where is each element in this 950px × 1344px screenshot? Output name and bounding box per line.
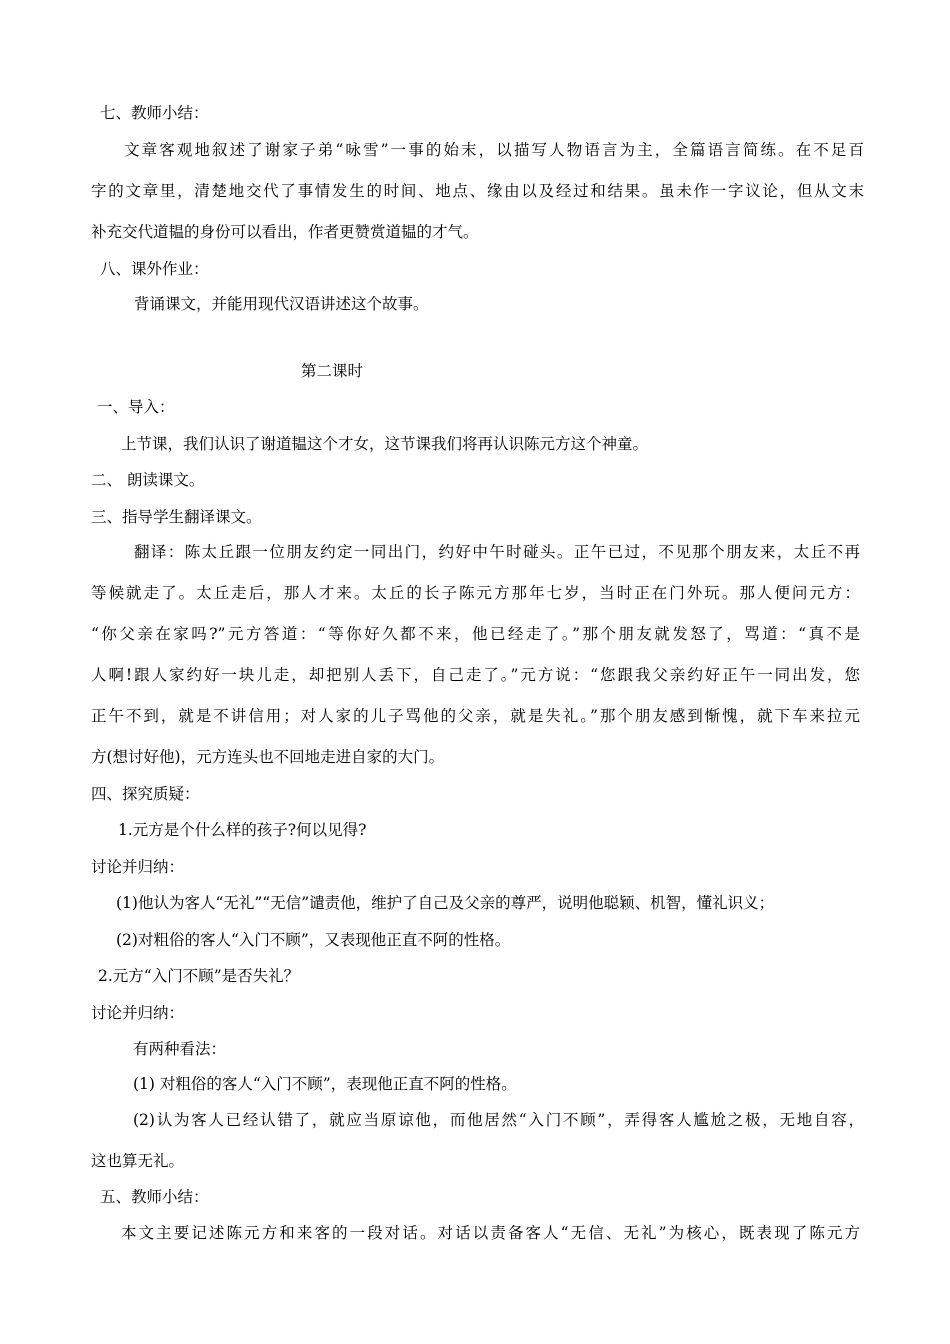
question-2: 2.元方“入门不顾”是否失礼？ (98, 967, 300, 985)
view-2-line-1: (2)认为客人已经认错了，就应当原谅他，而他居然“入门不顾”，弄得客人尴尬之极，无地自容， (133, 1111, 864, 1129)
section-8-text: 背诵课文，并能用现代汉语讲述这个故事。 (134, 295, 429, 313)
section-7-paragraph-line-3: 补充交代道韫的身份可以看出，作者更赞赏道韫的才气。 (91, 223, 479, 241)
lesson-2-section-3-heading: 三、指导学生翻译课文。 (91, 508, 262, 526)
section-7-paragraph-line-2: 字的文章里，清楚地交代了事情发生的时间、地点、缘由以及经过和结果。虽未作一字议论，但从文末 (91, 182, 864, 200)
section-8-heading: 八、课外作业： (100, 260, 209, 278)
translation-line-2: 等候就走了。太丘走后，那人才来。太丘的长子陈元方那年七岁，当时正在门外玩。那人便问元方： (91, 584, 860, 602)
discussion-label-2: 讨论并归纳： (91, 1004, 185, 1022)
translation-line-1: 翻译：陈太丘跟一位朋友约定一同出门，约好中午时碰头。正午已过，不见那个朋友来，太丘不再 (134, 543, 860, 561)
question-1: 1.元方是个什么样的孩子?何以见得? (118, 821, 367, 839)
lesson-2-section-1-heading: 一、导入： (97, 398, 175, 416)
translation-line-3: “你父亲在家吗?”元方答道：“等你好久都不来，他已经走了。”那个朋友就发怒了，骂道：“真不是 (91, 625, 860, 643)
discussion-label-1: 讨论并归纳： (91, 858, 185, 876)
question-1-answer-2: (2)对粗俗的客人“入门不顾”，又表现他正直不阿的性格。 (116, 931, 511, 949)
views-intro: 有两种看法： (133, 1040, 227, 1058)
lesson-2-section-2-heading: 二、 朗读课文。 (91, 471, 205, 489)
question-1-answer-1: (1)他认为客人“无礼”“无信”谴责他，维护了自己及父亲的尊严，说明他聪颖、机智，懂礼识义； (116, 894, 775, 912)
lesson-2-section-4-heading: 四、探究质疑： (91, 785, 200, 803)
lesson-2-section-5-text: 本文主要记述陈元方和来客的一段对话。对话以责备客人“无信、无礼”为核心，既表现了陈元方 (121, 1224, 860, 1242)
section-7-paragraph-line-1: 文章客观地叙述了谢家子弟“咏雪”一事的始末，以描写人物语言为主，全篇语言简练。在不足百 (124, 141, 864, 159)
section-7-heading: 七、教师小结： (100, 104, 209, 122)
view-2-line-2: 这也算无礼。 (91, 1152, 185, 1170)
translation-line-6: 方(想讨好他)，元方连头也不回地走进自家的大门。 (91, 748, 445, 766)
translation-line-4: 人啊!跟人家约好一块儿走，却把别人丢下，自己走了。”元方说：“您跟我父亲约好正午一同出发，您 (91, 666, 860, 684)
lesson-2-section-1-text: 上节课，我们认识了谢道韫这个才女，这节课我们将再认识陈元方这个神童。 (121, 435, 649, 453)
view-1: (1) 对粗俗的客人“入门不顾”，表现他正直不阿的性格。 (133, 1075, 517, 1093)
lesson-2-section-5-heading: 五、教师小结： (100, 1188, 209, 1206)
lesson-2-title: 第二课时 (301, 362, 364, 380)
translation-line-5: 正午不到，就是不讲信用；对人家的儿子骂他的父亲，就是失礼。”那个朋友感到惭愧，就下车来拉元 (91, 707, 860, 725)
